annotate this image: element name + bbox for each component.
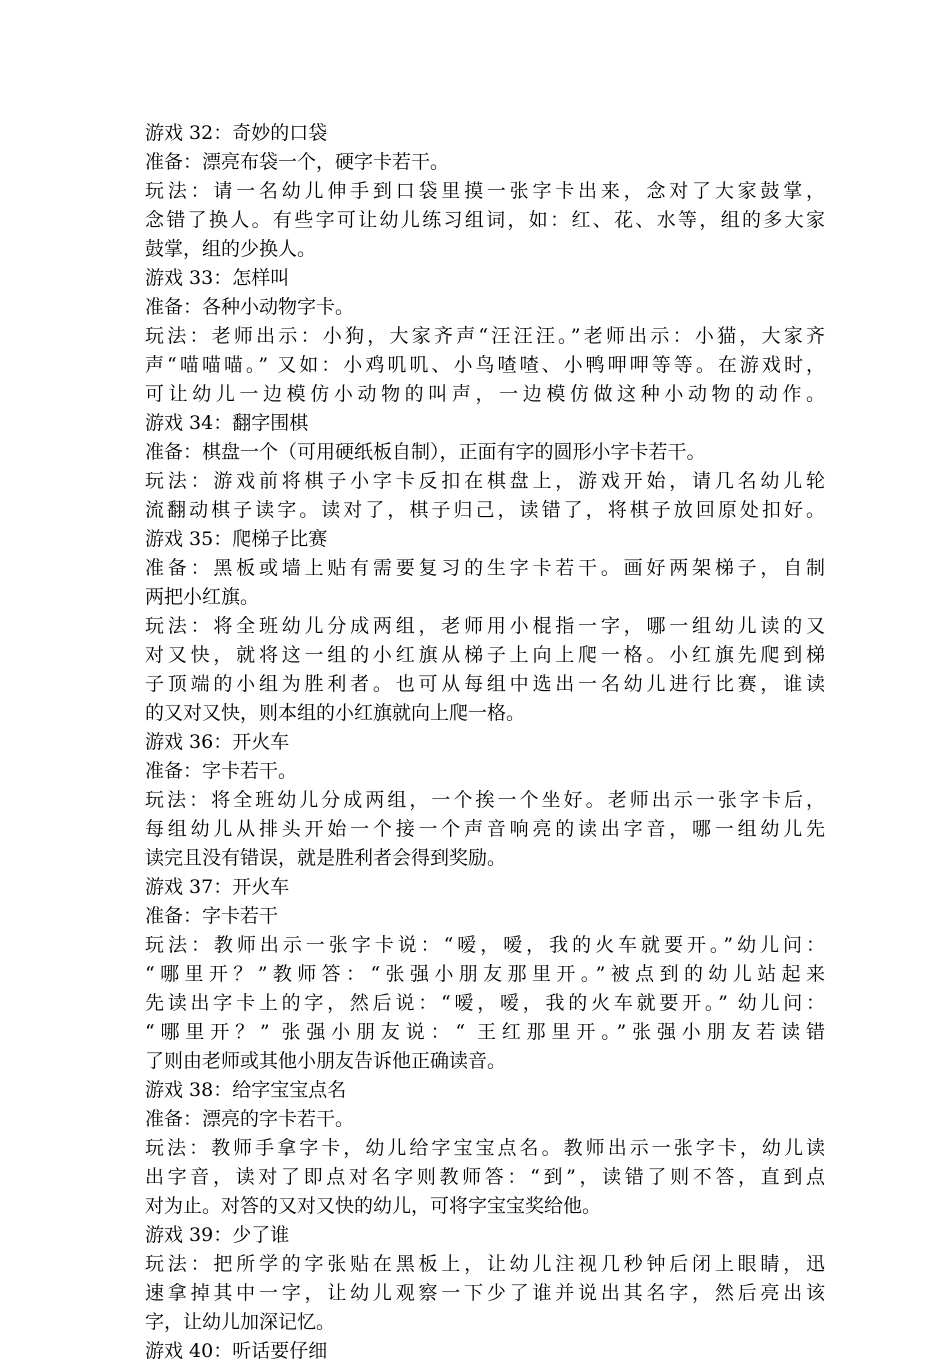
text-line: 的又对又快，则本组的小红旗就向上爬一格。 (145, 702, 526, 724)
text-line: 准备：字卡若干。 (145, 760, 298, 782)
text-line: 念错了换人。有些字可让幼儿练习组词，如：红、花、水等，组的多大家 (145, 209, 825, 231)
text-line: 玩法：老师出示：小狗，大家齐声“汪汪汪。”老师出示：小猫，大家齐 (145, 325, 825, 347)
game-heading: 游戏 38：给字宝宝点名 (145, 1079, 347, 1101)
text-line: 对又快，就将这一组的小红旗从梯子上向上爬一格。小红旗先爬到梯 (145, 644, 825, 666)
game-heading: 游戏 40：听话要仔细 (145, 1340, 328, 1362)
text-line: 可让幼儿一边模仿小动物的叫声，一边模仿做这种小动物的动作。 (145, 383, 825, 405)
text-line: 准备：棋盘一个（可用硬纸板自制），正面有字的圆形小字卡若干。 (145, 441, 706, 463)
text-line: 准备：各种小动物字卡。 (145, 296, 355, 318)
text-line: 准备：黑板或墙上贴有需要复习的生字卡若干。画好两架梯子，自制 (145, 557, 825, 579)
text-line: 准备：字卡若干 (145, 905, 279, 927)
game-heading: 游戏 32：奇妙的口袋 (145, 122, 328, 144)
text-line: 玩法：游戏前将棋子小字卡反扣在棋盘上，游戏开始，请几名幼儿轮 (145, 470, 825, 492)
text-line: 每组幼儿从排头开始一个接一个声音响亮的读出字音，哪一组幼儿先 (145, 818, 825, 840)
game-heading: 游戏 37：开火车 (145, 876, 290, 898)
text-line: 速拿掉其中一字，让幼儿观察一下少了谁并说出其名字，然后亮出该 (145, 1282, 825, 1304)
game-heading: 游戏 39：少了谁 (145, 1224, 290, 1246)
game-heading: 游戏 36：开火车 (145, 731, 290, 753)
text-line: 出字音，读对了即点对名字则教师答：“到”，读错了则不答，直到点 (145, 1166, 825, 1188)
text-line: 了则由老师或其他小朋友告诉他正确读音。 (145, 1050, 507, 1072)
text-line: 对为止。对答的又对又快的幼儿，可将字宝宝奖给他。 (145, 1195, 602, 1217)
text-line: 玩法：请一名幼儿伸手到口袋里摸一张字卡出来，念对了大家鼓掌， (145, 180, 825, 202)
text-line: “哪里开？” 张强小朋友说：“ 王红那里开。”张强小朋友若读错 (145, 1021, 825, 1043)
text-line: 字，让幼儿加深记忆。 (145, 1311, 336, 1333)
text-line: 流翻动棋子读字。读对了，棋子归己，读错了，将棋子放回原处扣好。 (145, 499, 825, 521)
text-line: 两把小红旗。 (145, 586, 260, 608)
game-heading: 游戏 35：爬梯子比赛 (145, 528, 328, 550)
text-line: “哪里开？”教师答：“张强小朋友那里开。”被点到的幼儿站起来 (145, 963, 825, 985)
text-line: 准备：漂亮布袋一个，硬字卡若干。 (145, 151, 450, 173)
game-heading: 游戏 33：怎样叫 (145, 267, 290, 289)
game-heading: 游戏 34：翻字围棋 (145, 412, 309, 434)
text-line: 玩法：把所学的字张贴在黑板上，让幼儿注视几秒钟后闭上眼睛，迅 (145, 1253, 825, 1275)
text-line: 玩法：将全班幼儿分成两组，老师用小棍指一字，哪一组幼儿读的又 (145, 615, 825, 637)
text-line: 子顶端的小组为胜利者。也可从每组中选出一名幼儿进行比赛，谁读 (145, 673, 825, 695)
text-line: 玩法：教师出示一张字卡说：“嗳，嗳，我的火车就要开。”幼儿问： (145, 934, 825, 956)
text-line: 玩法：教师手拿字卡，幼儿给字宝宝点名。教师出示一张字卡，幼儿读 (145, 1137, 825, 1159)
text-line: 声“喵喵喵。” 又如：小鸡叽叽、小鸟喳喳、小鸭呷呷等等。在游戏时， (145, 354, 825, 376)
text-line: 玩法：将全班幼儿分成两组，一个挨一个坐好。老师出示一张字卡后， (145, 789, 825, 811)
text-line: 读完且没有错误，就是胜利者会得到奖励。 (145, 847, 507, 869)
text-line: 鼓掌，组的少换人。 (145, 238, 317, 260)
text-line: 先读出字卡上的字，然后说：“嗳，嗳，我的火车就要开。” 幼儿问： (145, 992, 825, 1014)
document-body (145, 119, 825, 1366)
text-line: 准备：漂亮的字卡若干。 (145, 1108, 355, 1130)
